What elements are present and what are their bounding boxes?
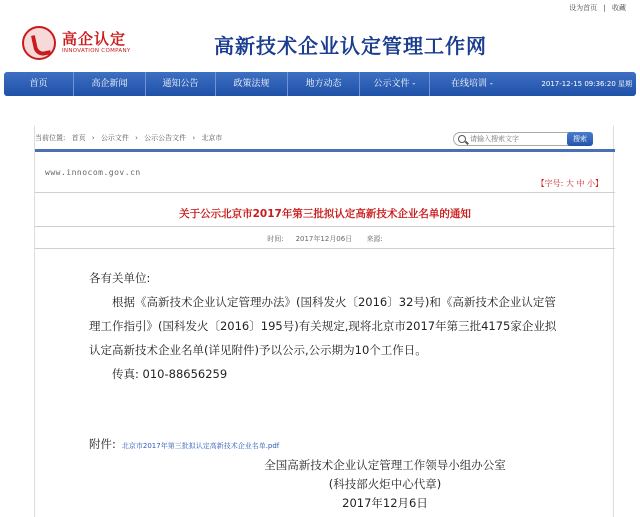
- search-button[interactable]: 搜索: [567, 132, 593, 146]
- set-homepage-link[interactable]: 设为首页: [569, 4, 598, 12]
- attachment-label: 附件:: [89, 437, 116, 451]
- search-input[interactable]: [470, 134, 574, 144]
- nav-policies[interactable]: 政策法规: [216, 72, 288, 96]
- breadcrumb-sep: ›: [192, 134, 196, 142]
- article-meta: [35, 234, 615, 244]
- breadcrumb-item-notices[interactable]: 公示公告文件: [144, 134, 187, 142]
- nav-notices[interactable]: 通知公告: [146, 72, 216, 96]
- body-paragraph: 根据《高新技术企业认定管理办法》(国科发火〔2016〕32号)和《高新技术企业认定管理工作指引》(国科发火〔2016〕195号)有关规定,现将北京市2017年第三批4175家企业拟认定高新技术企业名单(详见附件)予以公示,公示期为10个工作日。: [89, 295, 557, 357]
- breadcrumb-label: 当前位置:: [35, 134, 66, 142]
- divider: [35, 226, 615, 227]
- nav-clock: 2017-12-15 09:36:20 星期: [541, 80, 632, 88]
- attachment-row: [89, 436, 279, 452]
- favorite-link[interactable]: 收藏: [612, 4, 626, 12]
- signature-block: [225, 456, 545, 513]
- logo-text-en: INNOVATION COMPANY: [62, 48, 131, 54]
- article-title: 关于公示北京市2017年第三批拟认定高新技术企业名单的通知: [179, 208, 471, 220]
- nav-home[interactable]: 首页: [4, 72, 74, 96]
- greeting: 各有关单位:: [89, 271, 151, 285]
- signature-org: 全国高新技术企业认定管理工作领导小组办公室: [264, 458, 506, 472]
- breadcrumb-item-beijing[interactable]: 北京市: [201, 134, 223, 142]
- time-label: 时间:: [267, 235, 284, 243]
- divider: [35, 248, 615, 249]
- breadcrumb-item-home[interactable]: 首页: [71, 134, 86, 142]
- logo-emblem-icon: [22, 26, 56, 60]
- breadcrumb: [35, 133, 226, 143]
- source-label: 来源:: [366, 235, 383, 243]
- fax-line: 传真: 010-88656259: [112, 367, 228, 381]
- font-size-control[interactable]: 【字号: 大 中 小】: [536, 179, 603, 188]
- site-header: [0, 12, 640, 70]
- search-icon: [458, 135, 466, 143]
- nav-public-files[interactable]: 公示文件 -: [360, 72, 430, 96]
- content-area: [34, 126, 614, 517]
- site-logo[interactable]: [22, 26, 152, 60]
- signature-sub: (科技部火炬中心代章): [328, 477, 442, 491]
- nav-local-news[interactable]: 地方动态: [288, 72, 360, 96]
- signature-date: 2017年12月6日: [342, 496, 428, 510]
- breadcrumb-item-public-files[interactable]: 公示文件: [100, 134, 129, 142]
- site-title: 高新技术企业认定管理工作网: [214, 34, 487, 58]
- main-nav: [4, 72, 636, 96]
- article-time: 2017年12月06日: [295, 235, 353, 243]
- logo-text-cn: 高企认定: [62, 30, 127, 48]
- attachment-link[interactable]: 北京市2017年第三批拟认定高新技术企业名单.pdf: [121, 442, 280, 450]
- divider: [35, 192, 615, 193]
- breadcrumb-sep: ›: [91, 134, 95, 142]
- breadcrumb-row: [35, 126, 615, 152]
- search-box: [453, 132, 577, 146]
- breadcrumb-sep: ›: [135, 134, 138, 142]
- top-links-separator: |: [603, 4, 606, 12]
- nav-online-training[interactable]: 在线培训 -: [450, 79, 494, 89]
- nav-news[interactable]: 高企新闻: [74, 72, 146, 96]
- article-body: [89, 266, 559, 386]
- site-url: www.innocom.gov.cn: [45, 168, 141, 177]
